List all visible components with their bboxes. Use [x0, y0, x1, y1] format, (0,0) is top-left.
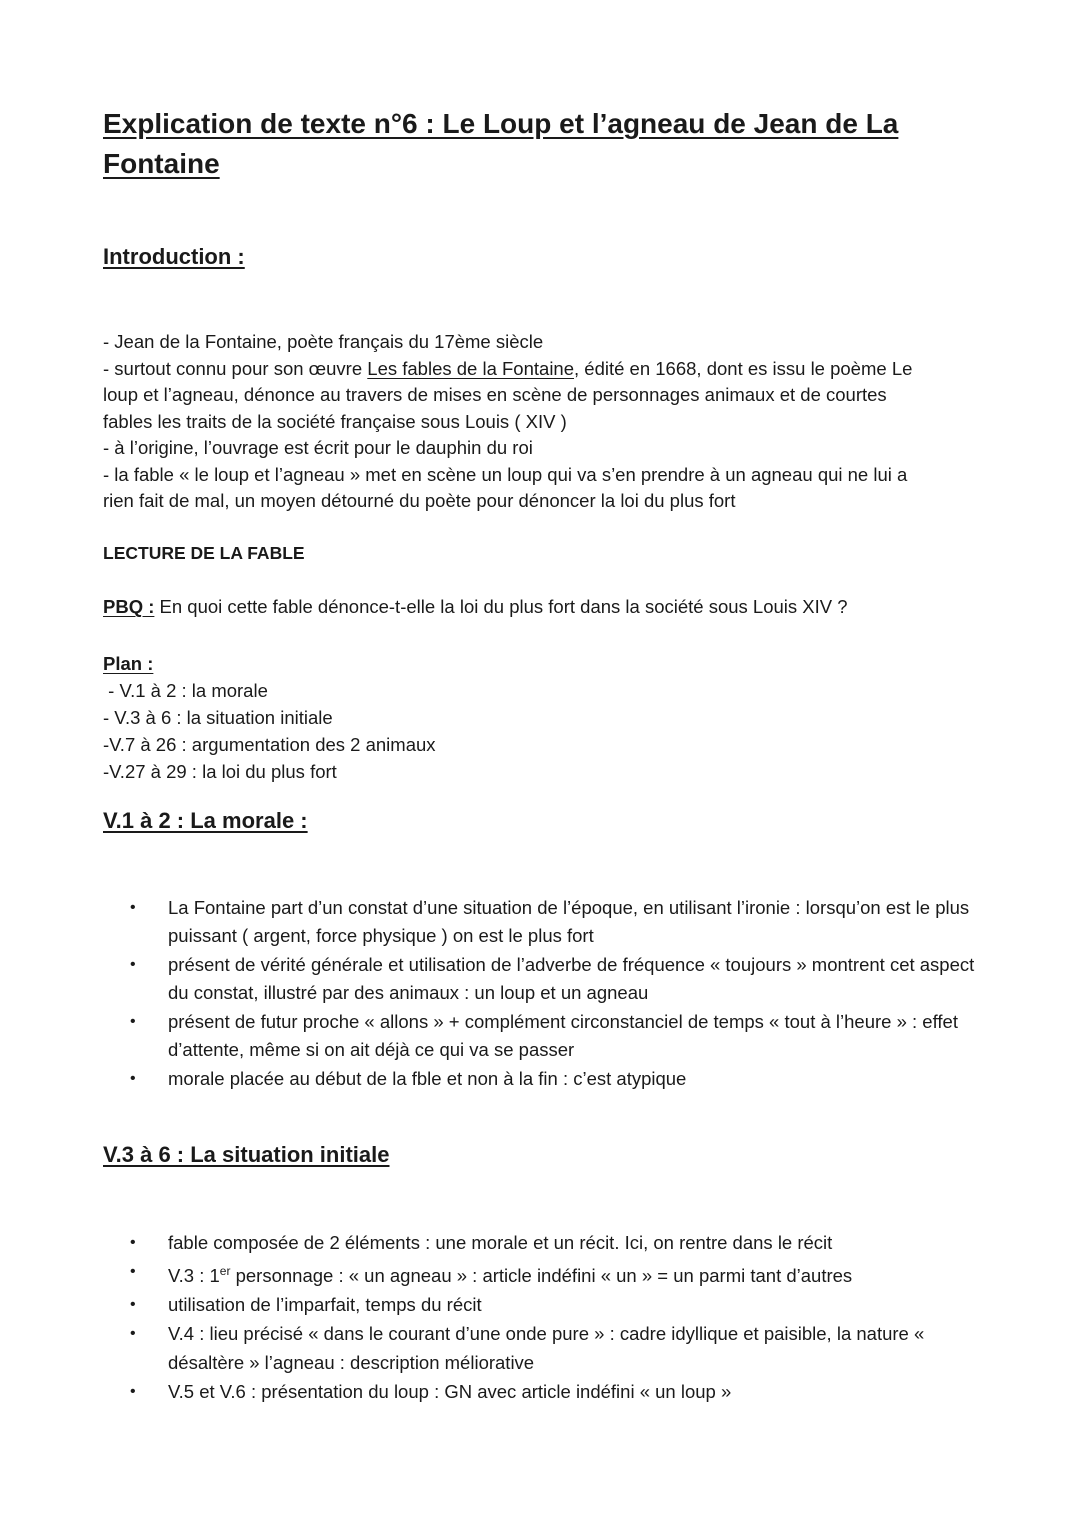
bullet-icon: • — [130, 1263, 136, 1280]
list-item-text: utilisation de l’imparfait, temps du récit — [168, 1294, 482, 1316]
list-item-text: V.5 et V.6 : présentation du loup : GN avec article indéfini « un loup » — [168, 1381, 732, 1403]
intro-line: - Jean de la Fontaine, poète français du 17ème siècle — [103, 331, 544, 352]
introduction-body — [103, 329, 983, 515]
list-item-text: personnage : « un agneau » : article indéfini « un » = un parmi tant d’autres — [230, 1265, 853, 1287]
list-item — [130, 1319, 990, 1377]
intro-text: - surtout connu pour son œuvre — [103, 357, 368, 379]
plan-block — [103, 650, 436, 785]
list-item-text: V.3 : 1 — [168, 1265, 220, 1287]
list-item-text: La Fontaine part d’un constat d’une situation de l’époque, en utilisant l’ironie : lorsqu’on est le plus puissant ( argent, force physique ) on est le plus fort — [168, 897, 970, 946]
list-item-text: morale placée au début de la fble et non à la fin : c’est atypique — [168, 1068, 687, 1089]
list-item-text: fable composée de 2 éléments : une morale et un récit. Ici, on rentre dans le récit — [168, 1232, 833, 1253]
pbq-label: PBQ : — [103, 596, 155, 617]
introduction-heading: Introduction : — [103, 244, 245, 269]
list-item — [130, 1290, 990, 1319]
plan-item: - V.3 à 6 : la situation initiale — [103, 707, 333, 728]
bullet-icon: • — [130, 1296, 136, 1314]
plan-item: -V.7 à 26 : argumentation des 2 animaux — [103, 734, 436, 755]
plan-item: - V.1 à 2 : la morale — [103, 680, 268, 701]
work-title: Les fables de la Fontaine — [367, 357, 575, 379]
list-item — [130, 1257, 990, 1290]
pbq-text: En quoi cette fable dénonce-t-elle la loi du plus fort dans la société sous Louis XIV ? — [154, 596, 848, 617]
morale-list — [130, 894, 990, 1094]
document-title: Explication de texte n°6 : Le Loup et l’agneau de Jean de La Fontaine — [103, 108, 899, 179]
bullet-icon: • — [130, 1325, 136, 1343]
list-item — [130, 894, 990, 950]
plan-item: -V.27 à 29 : la loi du plus fort — [103, 761, 337, 782]
list-item — [130, 1008, 990, 1064]
bullet-icon: • — [130, 1383, 136, 1401]
section-heading-situation: V.3 à 6 : La situation initiale — [103, 1142, 390, 1167]
bullet-icon: • — [130, 899, 136, 916]
bullet-icon: • — [130, 1013, 136, 1030]
section-heading-morale: V.1 à 2 : La morale : — [103, 808, 308, 833]
list-item — [130, 1065, 990, 1093]
list-item-text: présent de futur proche « allons » + complément circonstanciel de temps « tout à l’heure » : effet d’attente, même si on ait déjà ce qui va se passer — [168, 1011, 958, 1060]
bullet-icon: • — [130, 1234, 136, 1251]
problematique — [103, 596, 848, 618]
intro-line: rien fait de mal, un moyen détourné du poète pour dénoncer la loi du plus fort — [103, 490, 736, 511]
intro-line: - la fable « le loup et l’agneau » met en scène un loup qui va s’en prendre à un agneau qui ne lui a — [103, 463, 908, 485]
list-item — [130, 1228, 990, 1257]
intro-line: loup et l’agneau, dénonce au travers de mises en scène de personnages animaux et de courtes — [103, 384, 887, 405]
list-item-text: présent de vérité générale et utilisation de l’adverbe de fréquence « toujours » montrent cet aspect du constat, illustré par des animaux : un loup et un agneau — [168, 954, 975, 1003]
intro-line: - à l’origine, l’ouvrage est écrit pour le dauphin du roi — [103, 437, 533, 458]
superscript: er — [219, 1264, 231, 1278]
lecture-heading: LECTURE DE LA FABLE — [103, 543, 305, 563]
situation-list — [130, 1228, 990, 1406]
intro-line — [103, 356, 983, 383]
plan-label: Plan : — [103, 653, 154, 674]
bullet-icon: • — [130, 1070, 136, 1087]
intro-line: fables les traits de la société française sous Louis ( XIV ) — [103, 410, 567, 432]
intro-text: , édité en 1668, dont es issu le poème Le — [574, 357, 913, 379]
list-item-text: V.4 : lieu précisé « dans le courant d’une onde pure » : cadre idyllique et paisible, la nature « désaltère » l’agneau : description méliorative — [168, 1323, 925, 1374]
list-item — [130, 951, 990, 1007]
list-item — [130, 1377, 990, 1406]
bullet-icon: • — [130, 956, 136, 973]
